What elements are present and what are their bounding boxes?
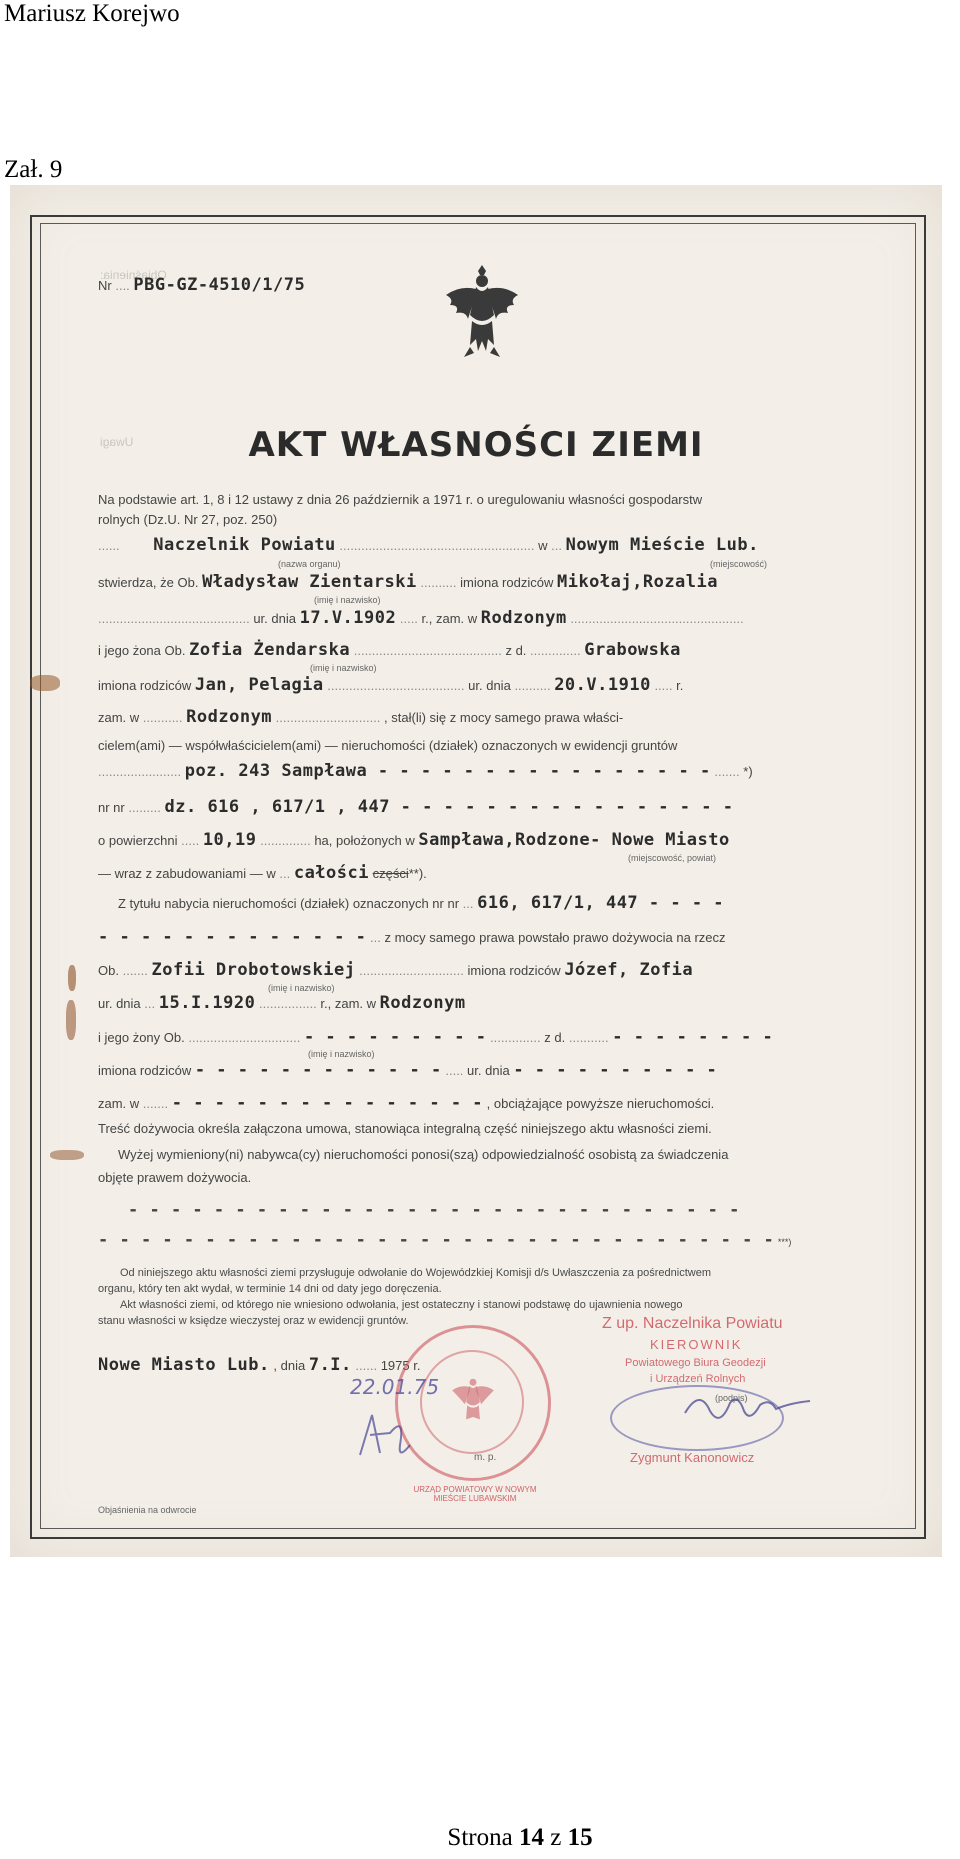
footer-prefix: Strona bbox=[447, 1824, 513, 1851]
beneficiary-born-label: ur. dnia bbox=[98, 996, 141, 1011]
beneficiary-born: 15.I.1920 bbox=[158, 993, 256, 1013]
buildings-strike: części bbox=[372, 866, 409, 881]
wife-born: 20.V.1910 bbox=[554, 675, 651, 695]
stain bbox=[30, 675, 60, 691]
initials-scribble bbox=[350, 1405, 430, 1465]
stamp-line-4: i Urządzeń Rolnych bbox=[650, 1373, 746, 1385]
record-value: poz. 243 Sampława - - - - - - - - - - - - - - - - bbox=[184, 761, 711, 781]
wife-row: i jego żona Ob. Zofia Żendarska ......................................... z d. .............. Grabowska bbox=[98, 640, 681, 660]
encumber-text: , obciążające powyższe nieruchomości. bbox=[486, 1096, 715, 1111]
born-label: ur. dnia bbox=[253, 611, 296, 626]
zam-w-label: zam. w bbox=[98, 710, 140, 725]
issue-r: r. bbox=[413, 1358, 421, 1373]
final-line-2: stanu własności w księdze wieczystej oraz w ewidencji gruntów. bbox=[98, 1315, 409, 1327]
footer-total: 15 bbox=[567, 1824, 593, 1851]
handwritten-date: 22.01.75 bbox=[350, 1375, 440, 1399]
area-value: 10,19 bbox=[202, 830, 257, 850]
record-row: ....................... poz. 243 Sampława - - - - - - - - - - - - - - - - ....... *) bbox=[98, 761, 753, 781]
owner-name: Władysław Zientarski bbox=[202, 572, 417, 592]
beneficiary-row: Ob. ....... Zofii Drobotowskiej ............................. imiona rodziców Józef, Zofia bbox=[98, 960, 694, 980]
explanations-note: Objaśnienia na odwrocie bbox=[98, 1505, 197, 1515]
blank-line-2 bbox=[98, 1230, 852, 1250]
husband-parents-label: imiona rodziców bbox=[98, 1063, 192, 1078]
liability-line-1: Wyżej wymieniony(ni) nabywca(cy) nieruchomości ponosi(szą) odpowiedzialność osobistą za świadczenia bbox=[118, 1147, 729, 1162]
attachment-label: Zał. 9 bbox=[4, 156, 63, 183]
parcels-row: nr nr ......... dz. 616 , 617/1 , 447 - - - - - - - - - - - - - - - - bbox=[98, 797, 734, 817]
husband-born-dashes: - - - - - - - - - - bbox=[513, 1060, 718, 1080]
beneficiary-parents: Józef, Zofia bbox=[564, 960, 694, 980]
content-line: Treść dożywocia określa załączona umowa, stanowiąca integralną część niniejszego aktu własności ziemi. bbox=[98, 1121, 712, 1136]
r-label: r. bbox=[676, 678, 684, 693]
wife-residence-row: zam. w ........... Rodzonym ............................. , stał(li) się z mocy samego prawa właści- bbox=[98, 707, 624, 727]
back-uwagi: Uwagi bbox=[100, 435, 134, 449]
zam-label: r., zam. w bbox=[421, 611, 478, 626]
area-unit: ha, położonych w bbox=[314, 833, 415, 848]
nr-row: Nr .... PBG-GZ-4510/1/75 bbox=[98, 275, 306, 295]
dash-line: - - - - - - - - - - - - - bbox=[98, 927, 367, 947]
final-line-1: Akt własności ziemi, od którego nie wniesiono odwołania, jest ostateczny i stanowi podstawę do ujawnienia nowego bbox=[120, 1299, 683, 1311]
issue-dnia: , dnia bbox=[273, 1358, 306, 1373]
dozywocie-row: - - - - - - - - - - - - - ... z mocy samego prawa powstało prawo dożywocia na rzecz bbox=[98, 927, 726, 947]
stamp-name: Zygmunt Kanonowicz bbox=[630, 1450, 755, 1465]
owner-name-caption: (imię i nazwisko) bbox=[314, 595, 381, 605]
location-caption: (miejscowość, powiat) bbox=[628, 853, 717, 863]
star-1: *) bbox=[743, 764, 753, 779]
became-text: , stał(li) się z mocy samego prawa właści- bbox=[384, 710, 624, 725]
wife-maiden: Grabowska bbox=[584, 640, 681, 660]
organ-row: ...... Naczelnik Powiatu ...................................................... w ... Nowym Mieście Lub. bbox=[98, 535, 759, 555]
buildings-label: — wraz z zabudowaniami — w bbox=[98, 866, 276, 881]
basis-line-1: Na podstawie art. 1, 8 i 12 ustawy z dnia 26 październik a 1971 r. o uregulowaniu własności gospodarstw bbox=[98, 492, 703, 507]
eagle-emblem-icon bbox=[442, 265, 522, 360]
blank-line-2-text: - - - - - - - - - - - - - - - - - - - - - - - - - - - - - - - - bbox=[98, 1230, 775, 1250]
stain bbox=[68, 965, 76, 991]
husband-zd-dashes: - - - - - - - - bbox=[612, 1027, 774, 1047]
appeal-line-1: Od niniejszego aktu własności ziemi przysługuje odwołanie do Wojewódzkiej Komisji d/s Uwłaszczenia za pośrednictwem bbox=[120, 1267, 712, 1279]
place-value: Nowym Mieście Lub. bbox=[565, 535, 759, 555]
husband-parents-dashes: - - - - - - - - - - - - bbox=[194, 1060, 442, 1080]
wife-parents: Jan, Pelagia bbox=[194, 675, 324, 695]
beneficiary-residence: Rodzonym bbox=[379, 993, 466, 1013]
husband-residence-row: zam. w ....... - - - - - - - - - - - - - - - , obciążające powyższe nieruchomości. bbox=[98, 1093, 715, 1113]
stain bbox=[50, 1150, 84, 1160]
wife-parents-row: imiona rodziców Jan, Pelagia ...................................... ur. dnia .......... 20.V.1910 ..... r. bbox=[98, 675, 684, 695]
appeal-line-2: organu, który ten akt wydał, w terminie 14 dni od daty jego doręczenia. bbox=[98, 1283, 442, 1295]
husband-zd: z d. bbox=[544, 1030, 566, 1045]
husband-label: i jego żony Ob. bbox=[98, 1030, 185, 1045]
page-footer bbox=[0, 1824, 960, 1852]
area-label: o powierzchni bbox=[98, 833, 178, 848]
stars-3: ***) bbox=[777, 1237, 792, 1247]
signature-scribble bbox=[680, 1383, 820, 1433]
seal-eagle-icon bbox=[448, 1373, 498, 1428]
owner-parents: Mikołaj,Rozalia bbox=[556, 572, 718, 592]
location-value: Sampława,Rodzone- Nowe Miasto bbox=[418, 830, 730, 850]
issue-place: Nowe Miasto Lub. bbox=[98, 1355, 270, 1375]
title-row: Z tytułu nabycia nieruchomości (działek) oznaczonych nr nr ... 616, 617/1, 447 - - - - bbox=[118, 893, 725, 913]
nrnr-label: nr nr bbox=[98, 800, 125, 815]
husband-row: i jego żony Ob. ............................... - - - - - - - - - .............. z d. ........... - - - - - - - - bbox=[98, 1027, 774, 1047]
stwierdza-label: stwierdza, że Ob. bbox=[98, 575, 199, 590]
back-title: Objaśnienia: bbox=[100, 268, 167, 282]
buildings-value: całości bbox=[293, 863, 369, 883]
issue-year: 1975 bbox=[380, 1358, 410, 1373]
beneficiary-parents-label: imiona rodziców bbox=[467, 963, 561, 978]
footer-middle: z bbox=[550, 1824, 562, 1851]
husband-parents-row: imiona rodziców - - - - - - - - - - - - ..... ur. dnia - - - - - - - - - - bbox=[98, 1060, 718, 1080]
beneficiary-zam: r., zam. w bbox=[320, 996, 377, 1011]
liability-line-2: objęte prawem dożywocia. bbox=[98, 1170, 252, 1185]
parcels-value: dz. 616 , 617/1 , 447 - - - - - - - - - - - - - - - - bbox=[164, 797, 734, 817]
wife-name: Zofia Żendarska bbox=[189, 640, 351, 660]
organ-value: Naczelnik Powiatu bbox=[153, 535, 336, 555]
page-header-author: Mariusz Korejwo bbox=[4, 0, 180, 27]
issue-row: Nowe Miasto Lub. , dnia 7.I. ...... 1975 r. bbox=[98, 1355, 421, 1375]
beneficiary-name: Zofii Drobotowskiej bbox=[151, 960, 356, 980]
round-seal-text: URZĄD POWIATOWY W NOWYM MIEŚCIE LUBAWSKIM bbox=[413, 1485, 537, 1503]
organ-caption: (nazwa organu) bbox=[278, 559, 341, 569]
owner-residence: Rodzonym bbox=[480, 608, 567, 628]
wife-label: i jego żona Ob. bbox=[98, 643, 186, 658]
zd-label: z d. bbox=[505, 643, 527, 658]
stamp-line-2: KIEROWNIK bbox=[650, 1337, 743, 1352]
buildings-row: — wraz z zabudowaniami — w ... całości części**). bbox=[98, 863, 427, 883]
buildings-end: **). bbox=[408, 866, 427, 881]
title-parcels: 616, 617/1, 447 - - - - bbox=[477, 893, 725, 913]
owner-born: 17.V.1902 bbox=[299, 608, 397, 628]
husband-born-label: ur. dnia bbox=[467, 1063, 510, 1078]
beneficiary-born-row: ur. dnia ... 15.I.1920 ................ r., zam. w Rodzonym bbox=[98, 993, 466, 1013]
issue-date: 7.I. bbox=[308, 1355, 352, 1375]
ob-label: Ob. bbox=[98, 963, 119, 978]
husband-name-caption: (imię i nazwisko) bbox=[308, 1049, 375, 1059]
dozywocie-text: z mocy samego prawa powstało prawo dożywocia na rzecz bbox=[384, 930, 726, 945]
wife-born-label: ur. dnia bbox=[468, 678, 511, 693]
scanned-document bbox=[10, 185, 942, 1557]
owners-line: cielem(ami) — współwłaścicielem(ami) — nieruchomości (działek) oznaczonych w ewidencji gruntów bbox=[98, 738, 678, 753]
mp-label: m. p. bbox=[474, 1452, 497, 1463]
footer-page: 14 bbox=[518, 1824, 544, 1851]
husband-dashes: - - - - - - - - - bbox=[303, 1027, 487, 1047]
owner-row: stwierdza, że Ob. Władysław Zientarski .......... imiona rodziców Mikołaj,Rozalia bbox=[98, 572, 718, 592]
blank-line-1 bbox=[98, 1200, 852, 1220]
nr-value: PBG-GZ-4510/1/75 bbox=[133, 275, 306, 295]
basis-line-2: rolnych (Dz.U. Nr 27, poz. 250) bbox=[98, 512, 278, 527]
beneficiary-name-caption: (imię i nazwisko) bbox=[268, 983, 335, 993]
wife-name-caption: (imię i nazwisko) bbox=[310, 663, 377, 673]
document-title: AKT WŁASNOŚCI ZIEMI bbox=[248, 425, 704, 465]
signature-caption: (podpis) bbox=[715, 1393, 748, 1403]
place-caption: (miejscowość) bbox=[710, 559, 768, 569]
husband-zam-label: zam. w bbox=[98, 1096, 140, 1111]
owner-born-row: .......................................... ur. dnia 17.V.1902 ..... r., zam. w Rodzonym ................................................ bbox=[98, 608, 744, 628]
husband-zam-dashes: - - - - - - - - - - - - - - - bbox=[171, 1093, 484, 1113]
stamp-line-1: Z up. Naczelnika Powiatu bbox=[602, 1315, 783, 1332]
stamp-line-3: Powiatowego Biura Geodezji bbox=[625, 1357, 766, 1369]
area-row: o powierzchni ..... 10,19 .............. ha, położonych w Sampława,Rodzone- Nowe Miasto bbox=[98, 830, 730, 850]
owner-parents-label: imiona rodziców bbox=[460, 575, 554, 590]
nr-label: Nr bbox=[98, 278, 112, 293]
wife-parents-label: imiona rodziców bbox=[98, 678, 192, 693]
blank-line-1-text: - - - - - - - - - - - - - - - - - - - - - - - - - - - - - bbox=[128, 1200, 740, 1220]
wife-residence: Rodzonym bbox=[186, 707, 273, 727]
stain bbox=[66, 1000, 76, 1040]
title-line: Z tytułu nabycia nieruchomości (działek) oznaczonych nr nr bbox=[118, 896, 460, 911]
w-label: w bbox=[538, 538, 548, 553]
